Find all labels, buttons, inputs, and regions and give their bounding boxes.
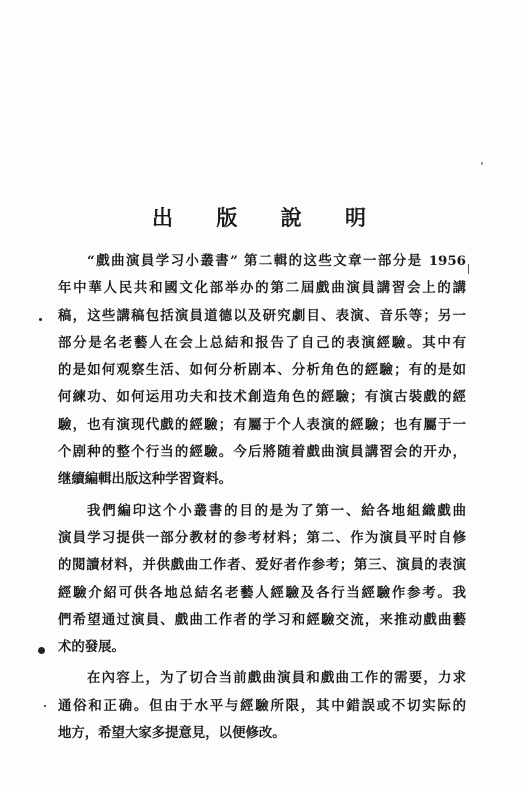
text-line: 部分是名老藝人在会上总結和报告了自己的表演經驗。其中有 bbox=[58, 334, 466, 351]
scan-speck bbox=[39, 318, 42, 321]
text-line: 稿，这些講稿包括演員道德以及研究劇目、表演、音乐等；另一 bbox=[58, 307, 466, 324]
text-line: 何練功、如何运用功夫和技术創造角色的經驗；有演古裝戲的經 bbox=[58, 389, 466, 406]
scan-speck bbox=[44, 705, 46, 707]
text-line: 們希望通过演員、戲曲工作者的学习和經驗交流，来推动戲曲藝 bbox=[58, 611, 466, 628]
text-line: 在內容上，为了切合当前戲曲演員和戲曲工作的需要，力求 bbox=[87, 670, 466, 687]
text-line: 通俗和正确。但由于水平与經驗所限，其中錯誤或不切实际的 bbox=[58, 697, 466, 714]
scan-speck bbox=[481, 162, 483, 165]
text-line: 术的發展。 bbox=[58, 639, 125, 656]
scan-speck bbox=[468, 264, 469, 274]
paragraph-1 bbox=[58, 248, 466, 494]
text-line: 我們編印这个小叢書的目的是为了第一、給各地組織戲曲 bbox=[87, 502, 466, 519]
scan-speck bbox=[38, 647, 45, 654]
text-line: 的閱讀材料，并供戲曲工作者、爱好者作参考；第三、演員的表演 bbox=[58, 557, 466, 574]
text-line: 演員学习提供一部分教材的参考材料；第二、作为演員平时自修 bbox=[58, 529, 466, 546]
text-line: “戲曲演員学习小叢書” 第二輯的这些文章一部分是 1956 bbox=[87, 253, 466, 269]
paragraph-3 bbox=[58, 665, 466, 747]
text-line: 地方，希望大家多提意見，以便修改。 bbox=[58, 725, 286, 742]
text-line: 继續編輯出版这种学習資料。 bbox=[58, 471, 233, 488]
text-line: 的是如何观察生活、如何分析剧本、分析角色的經驗；有的是如 bbox=[58, 362, 466, 379]
text-line: 个剧种的整个行当的經驗。今后將随着戲曲演員講習会的开办， bbox=[58, 444, 466, 461]
text-line: 驗，也有演现代戲的經驗；有屬于个人表演的經驗；也有屬于一 bbox=[58, 416, 466, 433]
body-text bbox=[58, 248, 466, 747]
page-title: 出 版 說 明 bbox=[152, 206, 384, 230]
text-line: 年中華人民共和國文化部举办的第二屆戲曲演員講習会上的講 bbox=[58, 280, 466, 297]
text-line: 經驗介紹可供各地总結名老藝人經驗及各行当經驗作参考。我 bbox=[58, 584, 466, 601]
paragraph-2 bbox=[58, 498, 466, 662]
